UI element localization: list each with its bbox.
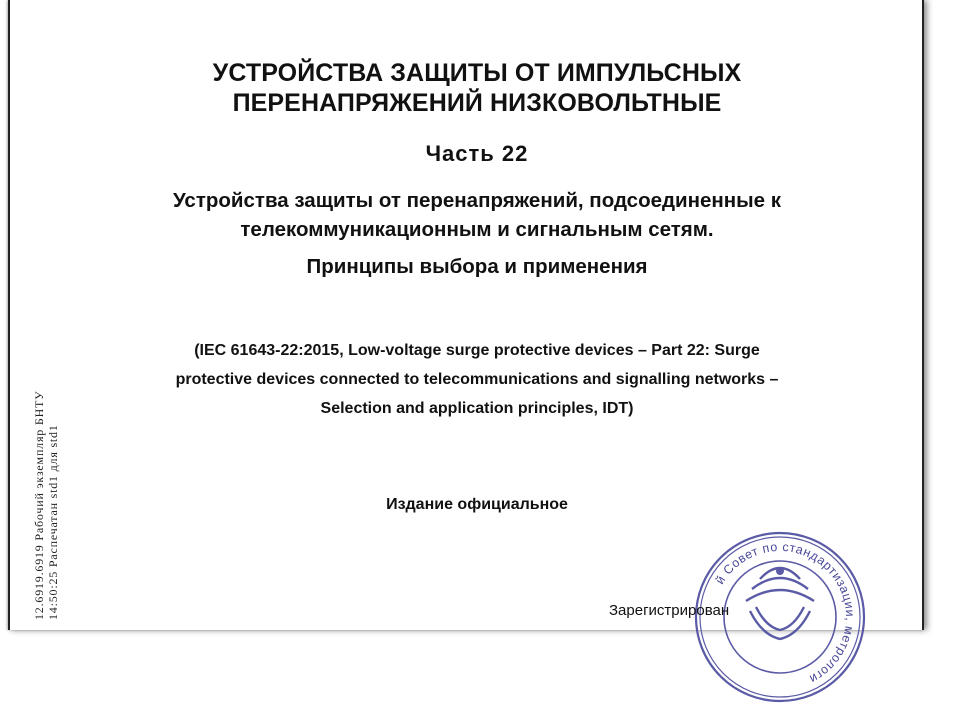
seal-ring-text: й Совет по стандартизации, метрологи xyxy=(712,539,858,687)
subtitle-line-1: Устройства защиты от перенапряжений, подсоединенные к xyxy=(172,189,782,212)
iec-line-1: (IEC 61643-22:2015, Low-voltage surge protective devices – Part 22: Surge xyxy=(194,342,760,359)
title-line-2: ПЕРЕНАПРЯЖЕНИЙ НИЗКОВОЛЬТНЫЕ xyxy=(232,89,722,117)
print-stamp-line-1: 12.6919.6919 Рабочий экземпляр БНТУ xyxy=(32,390,46,620)
print-stamp xyxy=(32,391,60,620)
print-stamp-line-2: 14:50:25 Распечатан std1 для std1 xyxy=(46,424,60,620)
iec-reference xyxy=(0,336,954,423)
document-subtitle-principles: Принципы выбора и применения xyxy=(306,255,648,278)
iec-line-3: Selection and application principles, IDT) xyxy=(320,400,634,417)
document-title xyxy=(0,58,954,118)
seal-emblem-icon xyxy=(746,568,814,639)
subtitle-line-2: телекоммуникационным и сигнальным сетям. xyxy=(240,218,714,241)
registered-label: Зарегистрирован xyxy=(609,602,730,619)
document-subtitle xyxy=(0,186,954,244)
iec-line-2: protective devices connected to telecommunications and signalling networks – xyxy=(175,371,779,388)
part-number: Часть 22 xyxy=(425,141,529,166)
seal-emblem-dot xyxy=(776,567,784,575)
title-line-1: УСТРОЙСТВА ЗАЩИТЫ ОТ ИМПУЛЬСНЫХ xyxy=(212,59,742,87)
edition-label: Издание официальное xyxy=(386,496,568,513)
